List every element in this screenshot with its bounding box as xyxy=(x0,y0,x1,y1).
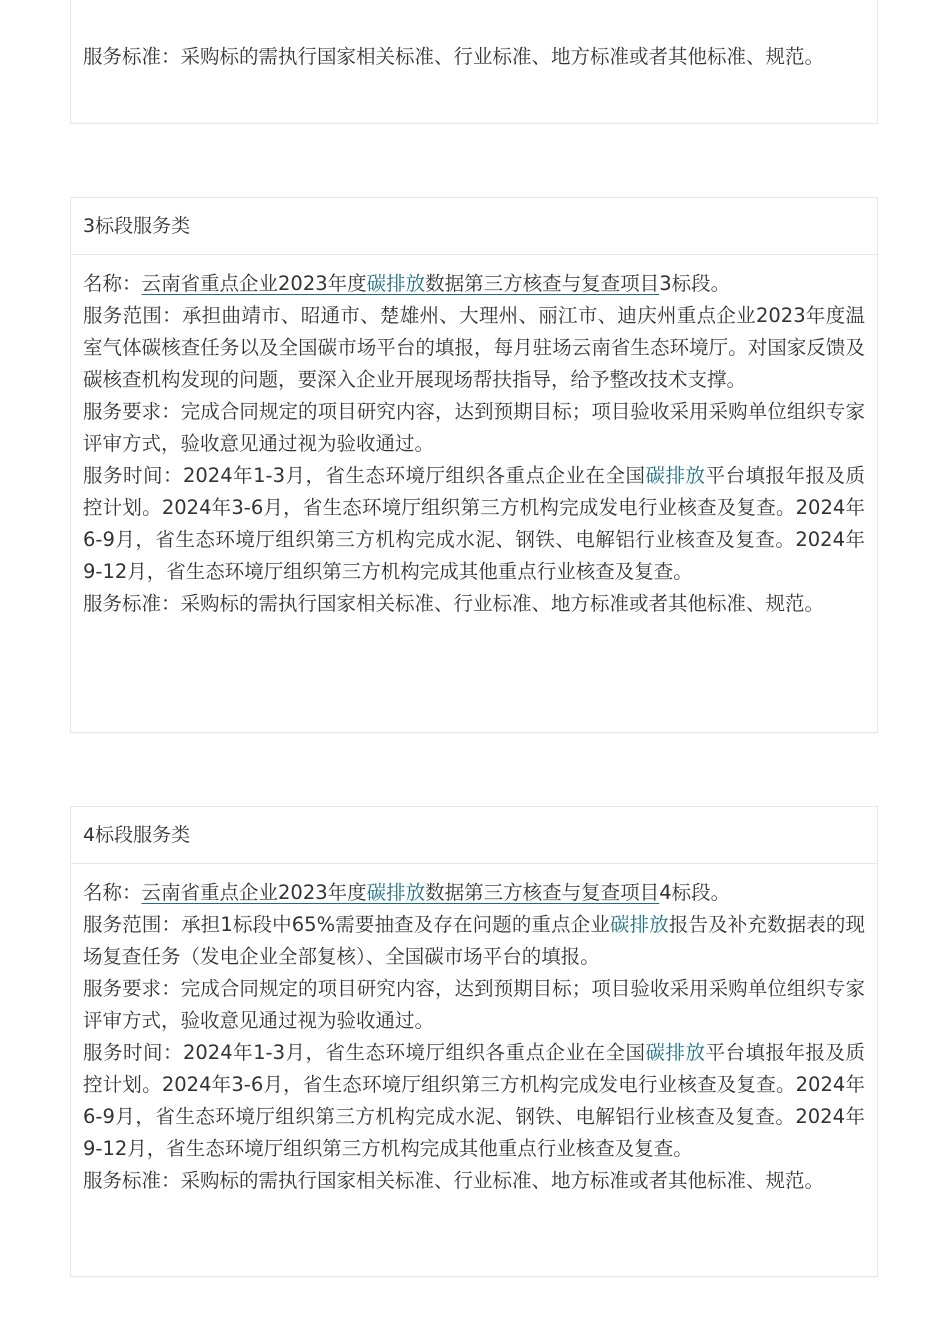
section-3-time-part2: 平台填报年报及质控计划。2024年3-6月，省生态环境厅组织第三方机构完成发电行业核查及复查。2024年6-9月，省生态环境厅组织第三方机构完成水泥、钢铁、电解铝行业核查及复查。2024年9-12月，省生态环境厅组织第三方机构完成其他重点行业核查及复查。 xyxy=(83,464,865,583)
section-3-name-part2: 数据第三方核查与复查项目 xyxy=(425,272,660,295)
section-3-time xyxy=(83,460,865,588)
section-4-time xyxy=(83,1037,865,1165)
section-3-time-part1: 服务时间：2024年1-3月，省生态环境厅组织各重点企业在全国 xyxy=(83,464,646,487)
section-3-requirement: 服务要求：完成合同规定的项目研究内容，达到预期目标；项目验收采用采购单位组织专家评审方式，验收意见通过视为验收通过。 xyxy=(83,400,865,455)
section-3-name-part1: 云南省重点企业2023年度 xyxy=(141,272,367,295)
section-3-carbon-link[interactable]: 碳排放 xyxy=(366,272,426,295)
section-4-standard: 服务标准：采购标的需执行国家相关标准、行业标准、地方标准或者其他标准、规范。 xyxy=(83,1169,825,1192)
section-3-standard: 服务标准：采购标的需执行国家相关标准、行业标准、地方标准或者其他标准、规范。 xyxy=(83,592,825,615)
section-4-name-suffix: 4标段。 xyxy=(659,881,731,904)
section-4-time-part2: 平台填报年报及质控计划。2024年3-6月，省生态环境厅组织第三方机构完成发电行业核查及复查。2024年6-9月，省生态环境厅组织第三方机构完成水泥、钢铁、电解铝行业核查及复查。2024年9-12月，省生态环境厅组织第三方机构完成其他重点行业核查及复查。 xyxy=(83,1041,865,1160)
section-4-project-link[interactable] xyxy=(142,881,660,904)
section-2-body xyxy=(71,0,877,73)
section-4-scope-part2: 报告及补充数据表的现场复查任务（发电企业全部复核）、全国碳市场平台的填报。 xyxy=(83,913,865,968)
section-3-scope: 服务范围：承担曲靖市、昭通市、楚雄州、大理州、丽江市、迪庆州重点企业2023年度温室气体碳核查任务以及全国碳市场平台的填报，每月驻场云南省生态环境厅。对国家反馈及碳核查机构发现的问题，要深入企业开展现场帮扶指导，给予整改技术支撑。 xyxy=(83,304,865,391)
section-4-body xyxy=(71,864,877,1197)
section-2-standard: 服务标准：采购标的需执行国家相关标准、行业标准、地方标准或者其他标准、规范。 xyxy=(83,45,825,68)
section-4-requirement: 服务要求：完成合同规定的项目研究内容，达到预期目标；项目验收采用采购单位组织专家评审方式，验收意见通过视为验收通过。 xyxy=(83,977,865,1032)
section-4-name-part1: 云南省重点企业2023年度 xyxy=(141,881,367,904)
section-4-name xyxy=(83,877,865,909)
section-4-time-part1: 服务时间：2024年1-3月，省生态环境厅组织各重点企业在全国 xyxy=(83,1041,646,1064)
section-3-name-label: 名称： xyxy=(83,272,142,295)
section-4-header: 4标段服务类 xyxy=(71,807,877,864)
section-4-scope-carbon-link[interactable]: 碳排放 xyxy=(609,913,669,936)
section-4-name-part2: 数据第三方核查与复查项目 xyxy=(425,881,660,904)
section-3-project-link[interactable] xyxy=(142,272,660,295)
section-3-body xyxy=(71,255,877,620)
section-4-scope xyxy=(83,909,865,973)
section-3-time-carbon-link[interactable]: 碳排放 xyxy=(645,464,706,487)
section-2-card xyxy=(70,0,878,124)
section-3-name-suffix: 3标段。 xyxy=(659,272,731,295)
section-3-header: 3标段服务类 xyxy=(71,198,877,255)
section-4-carbon-link[interactable]: 碳排放 xyxy=(366,881,426,904)
section-3-name xyxy=(83,268,865,300)
section-4-card xyxy=(70,806,878,1277)
section-4-time-carbon-link[interactable]: 碳排放 xyxy=(645,1041,706,1064)
section-3-card xyxy=(70,197,878,733)
section-4-scope-part1: 服务范围：承担1标段中65%需要抽查及存在问题的重点企业 xyxy=(83,913,610,936)
section-4-name-label: 名称： xyxy=(83,881,142,904)
